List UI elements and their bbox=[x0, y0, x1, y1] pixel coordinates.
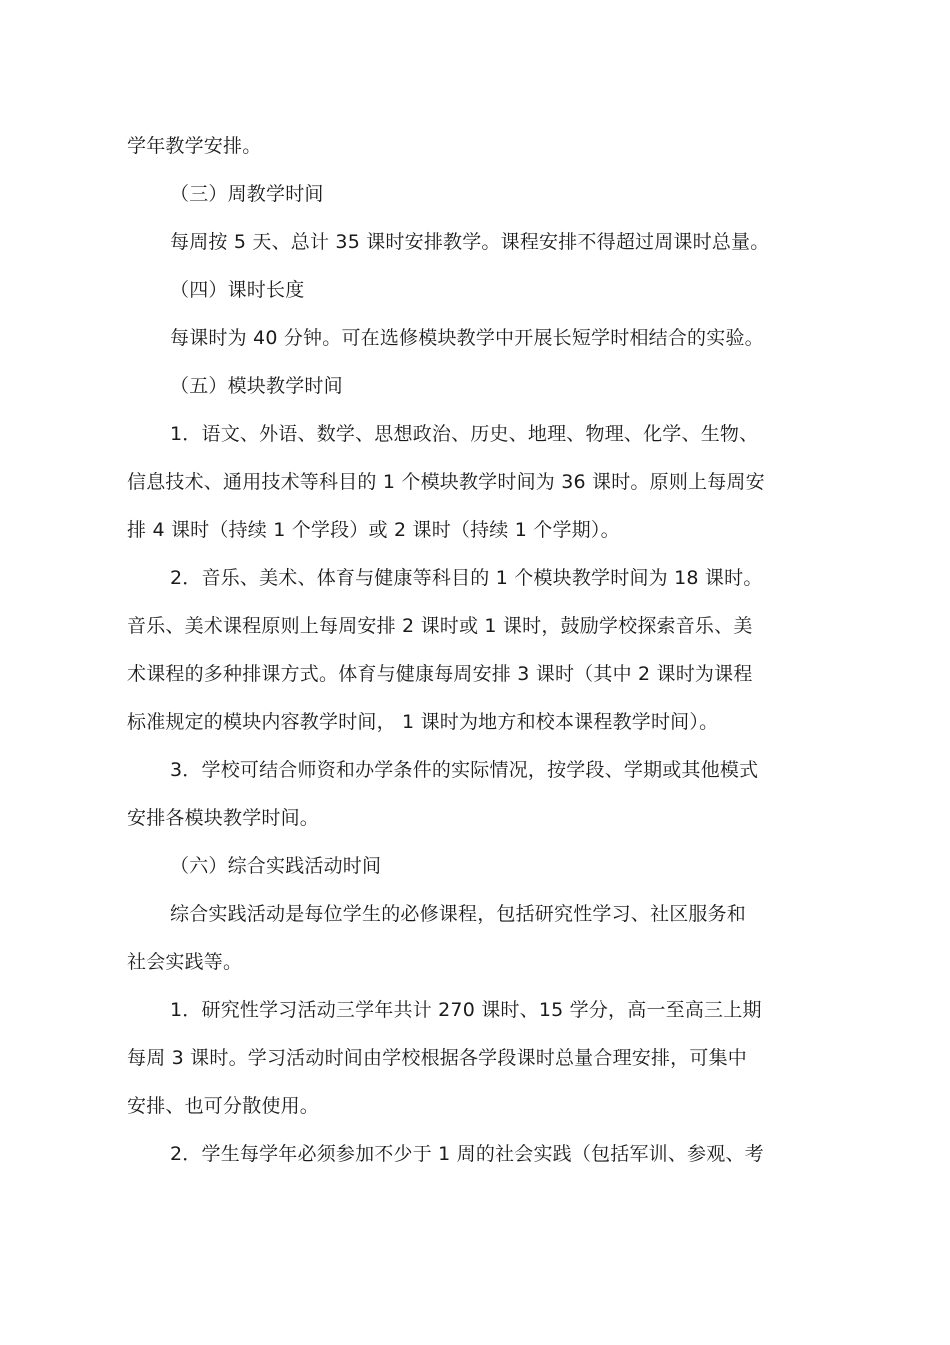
paragraph-line: 1．语文、外语、数学、思想政治、历史、地理、物理、化学、生物、 bbox=[170, 423, 759, 445]
paragraph-line: 每课时为 40 分钟。可在选修模块教学中开展长短学时相结合的实验。 bbox=[170, 327, 764, 349]
paragraph-line: 1．研究性学习活动三学年共计 270 课时、15 学分，高一至高三上期 bbox=[170, 999, 762, 1021]
paragraph-line: 音乐、美术课程原则上每周安排 2 课时或 1 课时，鼓励学校探索音乐、美 bbox=[127, 615, 753, 637]
paragraph-line: 排 4 课时（持续 1 个学段）或 2 课时（持续 1 个学期）。 bbox=[127, 519, 620, 541]
paragraph-line: 每周 3 课时。学习活动时间由学校根据各学段课时总量合理安排，可集中 bbox=[127, 1047, 747, 1069]
paragraph-line: 3．学校可结合师资和办学条件的实际情况，按学段、学期或其他模式 bbox=[170, 759, 759, 781]
paragraph-line: 标准规定的模块内容教学时间， 1 课时为地方和校本课程教学时间）。 bbox=[127, 711, 719, 733]
section-heading-practice-time: （六）综合实践活动时间 bbox=[170, 855, 382, 877]
paragraph-line: 术课程的多种排课方式。体育与健康每周安排 3 课时（其中 2 课时为课程 bbox=[127, 663, 753, 685]
section-heading-module-time: （五）模块教学时间 bbox=[170, 375, 343, 397]
paragraph-line: 安排、也可分散使用。 bbox=[127, 1095, 320, 1117]
paragraph-line: 2．音乐、美术、体育与健康等科目的 1 个模块教学时间为 18 课时。 bbox=[170, 567, 763, 589]
section-heading-class-length: （四）课时长度 bbox=[170, 279, 305, 301]
paragraph-line: 2．学生每学年必须参加不少于 1 周的社会实践（包括军训、参观、考 bbox=[170, 1143, 764, 1165]
paragraph-line: 综合实践活动是每位学生的必修课程，包括研究性学习、社区服务和 bbox=[170, 903, 747, 925]
paragraph-line: 每周按 5 天、总计 35 课时安排教学。课程安排不得超过周课时总量。 bbox=[170, 231, 770, 253]
paragraph-line: 信息技术、通用技术等科目的 1 个模块教学时间为 36 课时。原则上每周安 bbox=[127, 471, 765, 493]
section-heading-weekly-time: （三）周教学时间 bbox=[170, 183, 324, 205]
paragraph-line: 社会实践等。 bbox=[127, 951, 243, 973]
paragraph-line: 学年教学安排。 bbox=[127, 135, 262, 157]
paragraph-line: 安排各模块教学时间。 bbox=[127, 807, 320, 829]
